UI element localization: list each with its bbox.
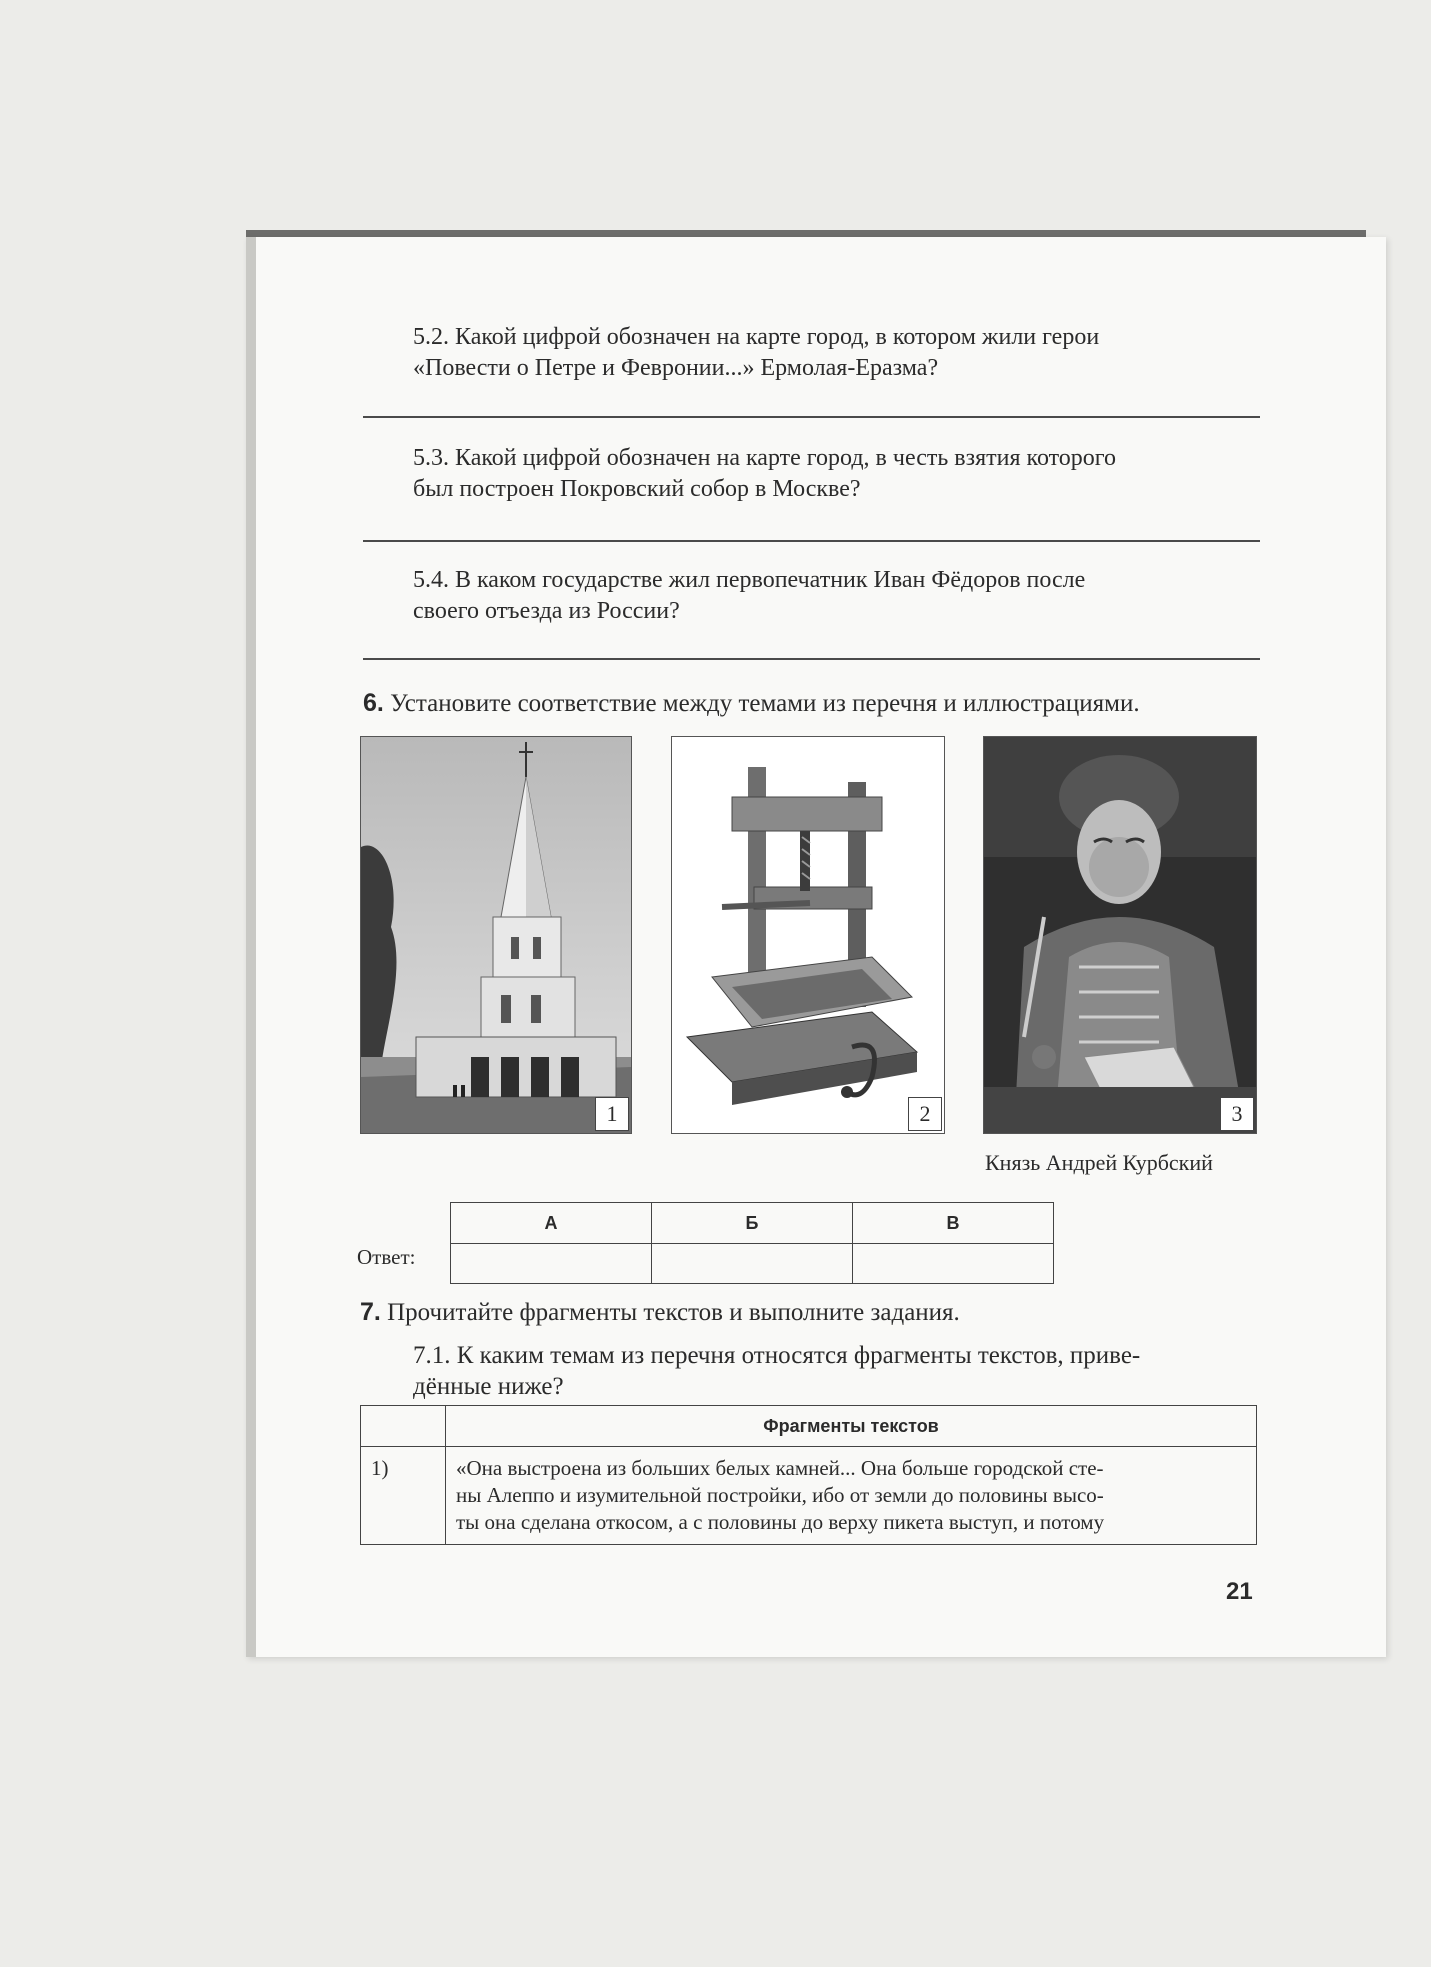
portrait-caption: Князь Андрей Курбский [985, 1150, 1213, 1175]
task-7-number: 7. [360, 1298, 381, 1326]
answer-label: Ответ: [357, 1245, 416, 1269]
fragments-num-header [361, 1406, 446, 1447]
printing-press-illustration [672, 737, 944, 1133]
fragments-header: Фрагменты текстов [446, 1406, 1257, 1447]
question-5-2-line1: 5.2. Какой цифрой обозначен на карте город, в котором жили герои [413, 324, 1100, 350]
answer-line-5-2 [363, 416, 1260, 418]
fragment-text [446, 1447, 1257, 1545]
page-number: 21 [1226, 1578, 1253, 1605]
answer-col-c: В [852, 1203, 1053, 1244]
task-7-1-line1: 7.1. К каким темам из перечня относятся фрагменты текстов, приве- [413, 1342, 1141, 1369]
answer-cell-b[interactable] [652, 1244, 853, 1284]
image-2-number: 2 [908, 1097, 942, 1131]
image-church [360, 736, 632, 1134]
task-6-heading [363, 688, 1140, 719]
image-1-number: 1 [595, 1097, 629, 1131]
answer-line-5-4 [363, 658, 1260, 660]
image-3-number: 3 [1220, 1097, 1254, 1131]
question-5-3-line1: 5.3. Какой цифрой обозначен на карте город, в честь взятия которого [413, 445, 1117, 471]
answer-cell-a[interactable] [451, 1244, 652, 1284]
task-7-heading [360, 1297, 960, 1328]
task-7-1-line2: дённые ниже? [413, 1373, 564, 1400]
task-6-number: 6. [363, 689, 384, 717]
answer-col-b: Б [652, 1203, 853, 1244]
question-5-4-line1: 5.4. В каком государстве жил первопечатник Иван Фёдоров после [413, 567, 1086, 593]
task-7-text: Прочитайте фрагменты текстов и выполните задания. [387, 1299, 960, 1326]
question-5-4-line2: своего отъезда из России? [413, 598, 680, 624]
question-5-3-line2: был построен Покровский собор в Москве? [413, 476, 861, 502]
fragments-table [360, 1405, 1257, 1545]
answer-col-a: А [451, 1203, 652, 1244]
church-illustration [361, 737, 631, 1133]
answer-line-5-3 [363, 540, 1260, 542]
portrait-illustration [984, 737, 1256, 1133]
image-printing-press [671, 736, 945, 1134]
answer-table [450, 1202, 1054, 1284]
task-6-text: Установите соответствие между темами из перечня и иллюстрациями. [390, 690, 1140, 717]
fragment-number: 1) [361, 1447, 446, 1545]
table-row [361, 1447, 1257, 1545]
question-5-2-line2: «Повести о Петре и Февронии...» Ермолая-Еразма? [413, 355, 939, 381]
fragment-line1: «Она выстроена из больших белых камней... Она больше городской сте- [456, 1456, 1104, 1480]
fragment-line3: ты она сделана откосом, а с половины до верху пикета выступ, и потому [456, 1510, 1105, 1534]
fragment-line2: ны Алеппо и изумительной постройки, ибо от земли до половины высо- [456, 1483, 1104, 1507]
answer-cell-c[interactable] [852, 1244, 1053, 1284]
image-portrait-kurbsky [983, 736, 1257, 1134]
